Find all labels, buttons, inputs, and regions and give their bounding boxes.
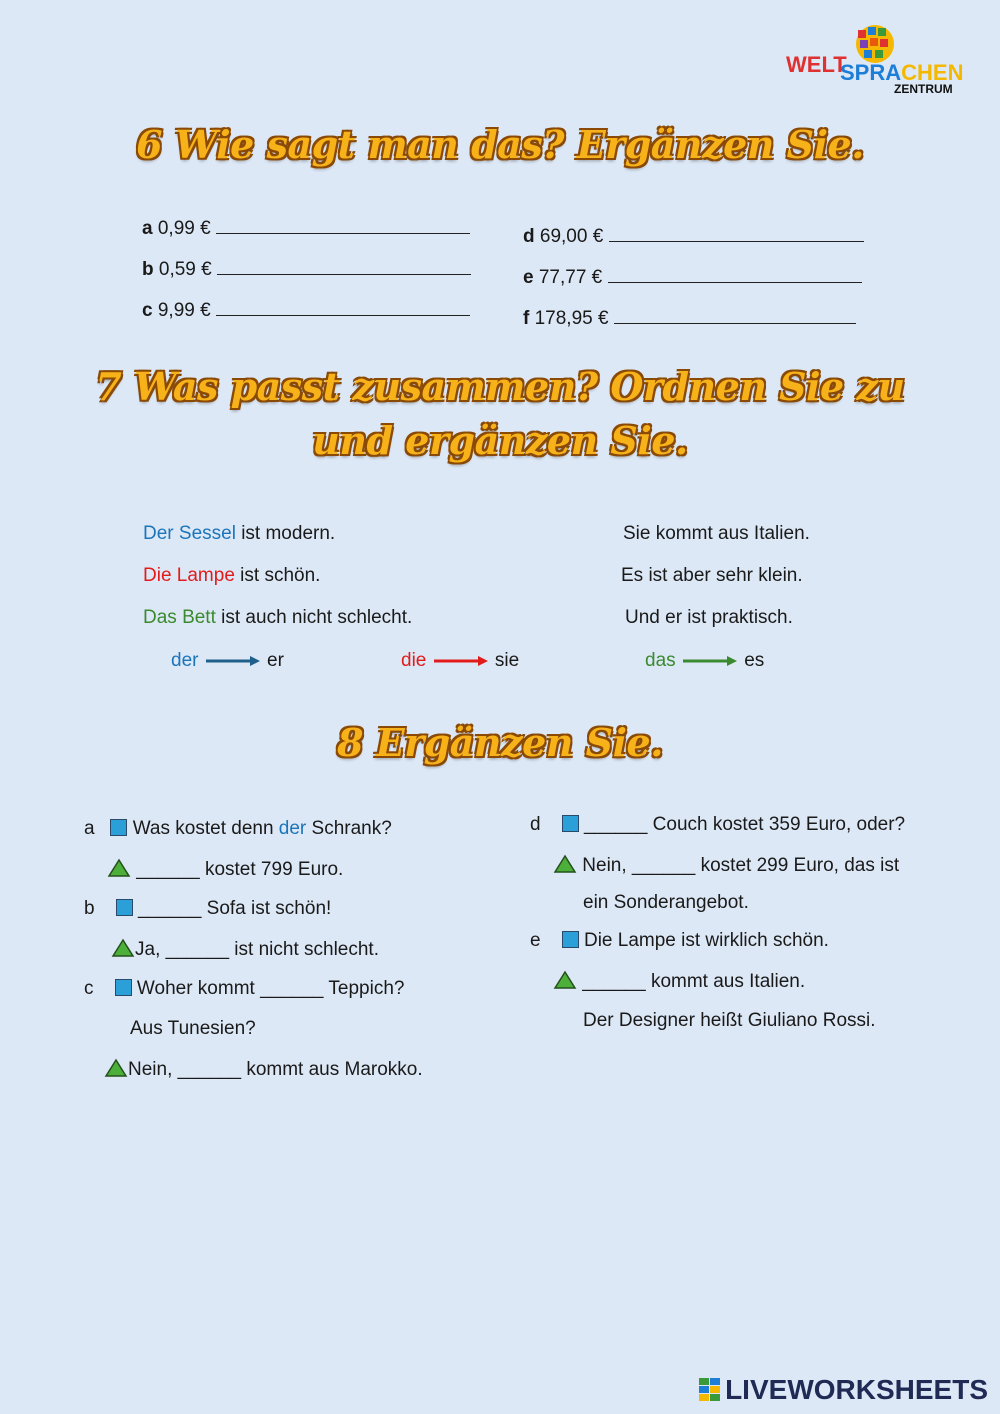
arrow-right-icon xyxy=(432,655,490,667)
triangle-speaker-icon xyxy=(553,970,577,990)
logo-sprachen: SPRACHEN xyxy=(840,60,964,85)
triangle-speaker-icon xyxy=(104,1058,128,1078)
answer-blank[interactable] xyxy=(216,301,470,316)
exercise-d-answer-cont: ein Sonderangebot. xyxy=(583,892,749,913)
square-speaker-icon xyxy=(110,819,127,836)
section6-title: 6 Wie sagt man das? Ergänzen Sie. xyxy=(136,122,864,167)
legend-das: das es xyxy=(645,650,765,671)
price-item-a: a 0,99 € xyxy=(142,218,470,240)
match-left-3[interactable]: Das Bett ist auch nicht schlecht. xyxy=(143,607,413,628)
section7-title-line2: und ergänzen Sie. xyxy=(312,418,688,463)
exercise-c-question-cont: Aus Tunesien? xyxy=(130,1018,256,1039)
answer-blank[interactable] xyxy=(216,219,470,234)
answer-blank[interactable] xyxy=(608,268,862,283)
answer-blank[interactable] xyxy=(614,309,856,324)
legend-die: die sie xyxy=(401,650,520,671)
match-left-1[interactable]: Der Sessel ist modern. xyxy=(143,523,336,544)
square-speaker-icon xyxy=(562,931,579,948)
square-speaker-icon xyxy=(562,815,579,832)
match-right-3[interactable]: Und er ist praktisch. xyxy=(625,607,793,628)
match-right-1[interactable]: Sie kommt aus Italien. xyxy=(623,523,810,544)
liveworksheets-icon xyxy=(699,1378,721,1402)
exercise-a-question: a Was kostet denn der Schrank? xyxy=(84,818,392,839)
arrow-right-icon xyxy=(681,655,739,667)
answer-blank[interactable] xyxy=(217,260,471,275)
exercise-c-answer[interactable]: Nein, ______ kommt aus Marokko. xyxy=(104,1058,423,1081)
square-speaker-icon xyxy=(115,979,132,996)
price-item-d: d 69,00 € xyxy=(523,226,864,248)
exercise-d-question[interactable]: d ______ Couch kostet 359 Euro, oder? xyxy=(530,814,906,835)
triangle-speaker-icon xyxy=(107,858,131,878)
exercise-c-question[interactable]: c Woher kommt ______ Teppich? xyxy=(84,978,405,999)
price-item-e: e 77,77 € xyxy=(523,267,862,289)
exercise-e-answer[interactable]: ______ kommt aus Italien. xyxy=(553,970,805,993)
globe-icon xyxy=(852,24,898,64)
section7-title-line1: 7 Was passt zusammen? Ordnen Sie zu xyxy=(95,364,905,409)
exercise-e-question: e Die Lampe ist wirklich schön. xyxy=(530,930,829,951)
price-item-c: c 9,99 € xyxy=(142,300,470,322)
price-item-f: f 178,95 € xyxy=(523,308,856,330)
arrow-right-icon xyxy=(204,655,262,667)
exercise-b-answer[interactable]: Ja, ______ ist nicht schlecht. xyxy=(111,938,379,961)
match-right-2[interactable]: Es ist aber sehr klein. xyxy=(621,565,803,586)
triangle-speaker-icon xyxy=(111,938,135,958)
legend-der: der er xyxy=(171,650,284,671)
exercise-b-question[interactable]: b ______ Sofa ist schön! xyxy=(84,898,332,919)
match-left-2[interactable]: Die Lampe ist schön. xyxy=(143,565,321,586)
logo xyxy=(782,24,982,100)
logo-welt: WELT xyxy=(786,52,847,77)
square-speaker-icon xyxy=(116,899,133,916)
exercise-d-answer[interactable]: Nein, ______ kostet 299 Euro, das ist xyxy=(553,854,899,877)
section8-title: 8 Ergänzen Sie. xyxy=(337,720,663,765)
answer-blank[interactable] xyxy=(609,227,864,242)
exercise-e-answer-cont: Der Designer heißt Giuliano Rossi. xyxy=(583,1010,876,1031)
price-item-b: b 0,59 € xyxy=(142,259,471,281)
triangle-speaker-icon xyxy=(553,854,577,874)
exercise-a-answer[interactable]: ______ kostet 799 Euro. xyxy=(107,858,343,881)
liveworksheets-brand: LIVEWORKSHEETS xyxy=(699,1374,988,1406)
logo-zentrum: ZENTRUM xyxy=(894,82,953,96)
